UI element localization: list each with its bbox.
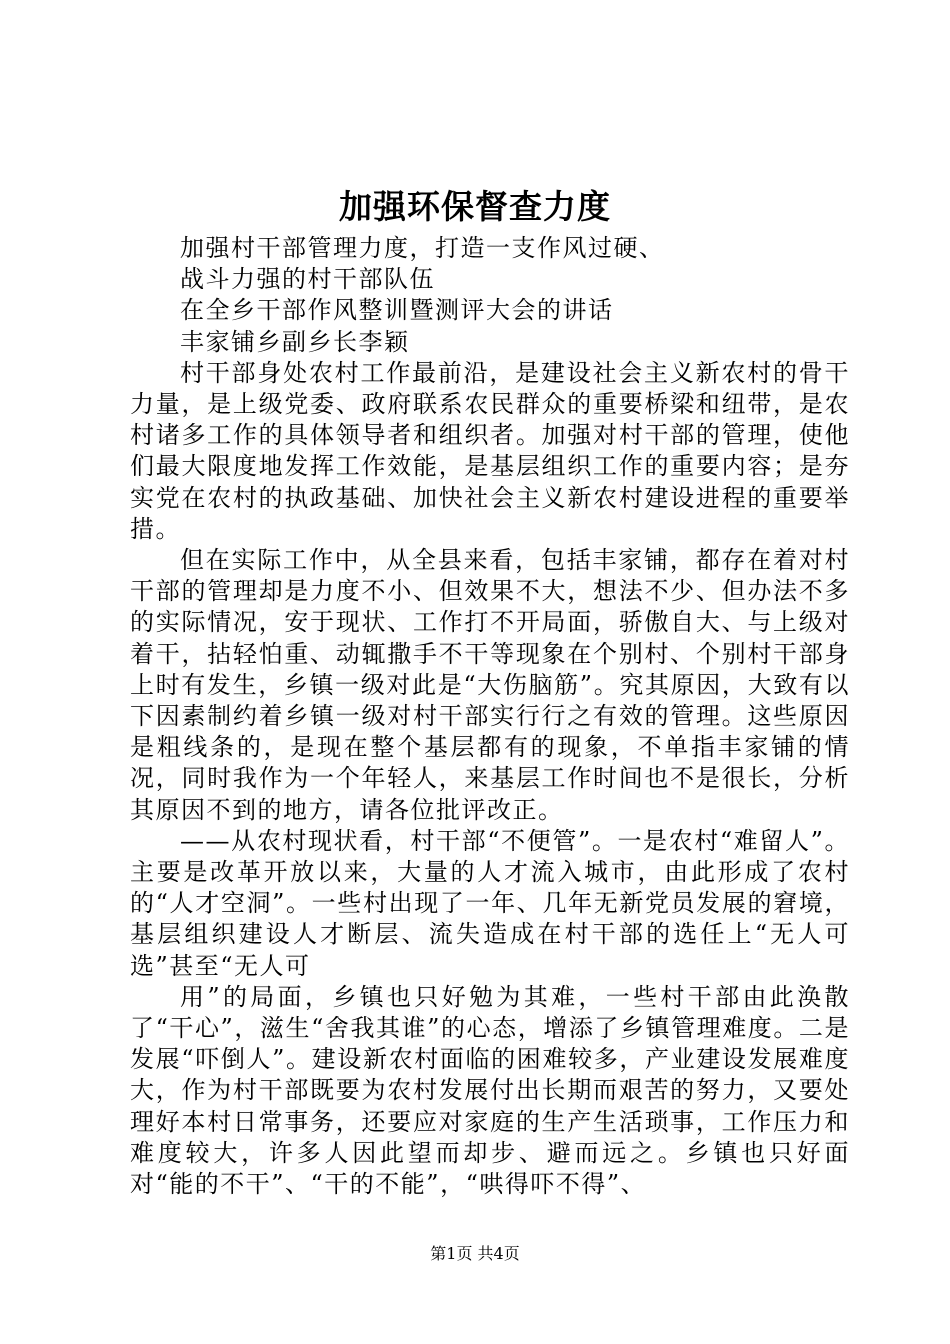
paragraph-body-3: ——从农村现状看，村干部“不便管”。一是农村“难留人”。主要是改革开放以来，大量的人才流入城市，由此形成了农村的“人才空洞”。一些村出现了一年、几年无新党员发展的窘境，基层组织建设人才断层、流失造成在村干部的选任上“无人可选”甚至“无人可 (130, 826, 850, 980)
document-body (130, 233, 850, 1200)
paragraph-body-1: 村干部身处农村工作最前沿，是建设社会主义新农村的骨干力量，是上级党委、政府联系农民群众的重要桥梁和纽带，是农村诸多工作的具体领导者和组织者。加强对村干部的管理，使他们最大限度地发挥工作效能，是基层组织工作的重要内容；是夯实党在农村的执政基础、加快社会主义新农村建设进程的重要举措。 (130, 358, 850, 543)
paragraph-subtitle-2: 战斗力强的村干部队伍 (180, 265, 435, 294)
paragraph-body-4: 用”的局面，乡镇也只好勉为其难，一些村干部由此涣散了“干心”，滋生“舍我其谁”的心态，增添了乡镇管理难度。二是发展“吓倒人”。建设新农村面临的困难较多，产业建设发展难度大，作为村干部既要为农村发展付出长期而艰苦的努力，又要处理好本村日常事务，还要应对家庭的生产生活琐事，工作压力和难度较大，许多人因此望而却步、避而远之。乡镇也只好面对“能的不干”、“干的不能”，“哄得吓不得”、 (130, 982, 850, 1199)
document-title: 加强环保督查力度 (339, 187, 611, 226)
paragraph-body-2: 但在实际工作中，从全县来看，包括丰家铺，都存在着对村干部的管理却是力度不小、但效果不大，想法不少、但办法不多的实际情况，安于现状、工作打不开局面，骄傲自大、与上级对着干，拈轻怕重、动辄撒手不干等现象在个别村、个别村干部身上时有发生，乡镇一级对此是“大伤脑筋”。究其原因，大致有以下因素制约着乡镇一级对村干部实行行之有效的管理。这些原因是粗线条的，是现在整个基层都有的现象，不单指丰家铺的情况，同时我作为一个年轻人，来基层工作时间也不是很长，分析其原因不到的地方，请各位批评改正。 (130, 546, 850, 824)
paragraph-speaker: 丰家铺乡副乡长李颖 (180, 327, 410, 356)
page-indicator: 第1页 共4页 (430, 1244, 520, 1263)
paragraph-occasion: 在全乡干部作风整训暨测评大会的讲话 (180, 296, 614, 325)
paragraph-subtitle-1: 加强村干部管理力度，打造一支作风过硬、 (180, 234, 665, 262)
